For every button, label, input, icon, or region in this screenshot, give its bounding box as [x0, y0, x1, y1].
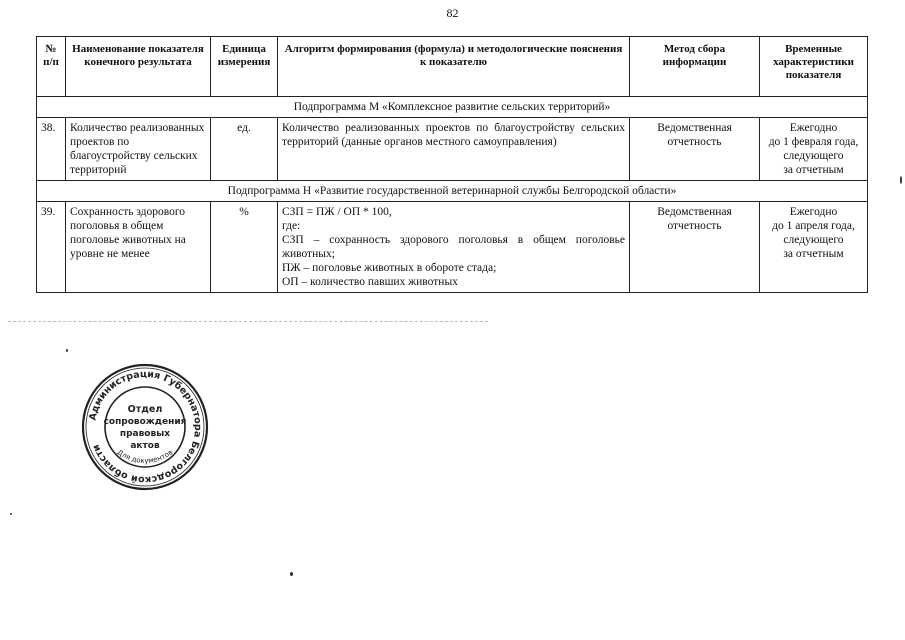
header-unit: Единица измерения — [211, 37, 278, 97]
row-38-timing-line-2: до 1 февраля года, — [768, 136, 859, 148]
row-39-algorithm — [278, 202, 630, 293]
row-39-timing-line-2: до 1 апреля года, — [772, 220, 855, 232]
row-39-num: 39. — [37, 202, 66, 293]
row-39-timing — [760, 202, 868, 293]
stamp-center-line-4: актов — [130, 441, 160, 451]
header-name: Наименование показателя конечного результата — [66, 37, 211, 97]
row-38-name: Количество реализованных проектов по благоустройству сельских территорий — [66, 118, 211, 181]
row-39-formula: СЗП = ПЖ / ОП * 100, — [282, 206, 392, 218]
stamp-center-line-3: правовых — [119, 429, 171, 439]
header-num: № п/п — [37, 37, 66, 97]
header-timing: Временные характеристики показателя — [760, 37, 868, 97]
row-38-method: Ведомственная отчетность — [630, 118, 760, 181]
header-row — [37, 37, 868, 97]
stamp-center-line-1: Отдел — [127, 404, 163, 415]
stamp-seal — [80, 362, 210, 492]
stamp-center-line-2: сопровождения — [103, 417, 187, 427]
row-39-timing-line-4: за отчетным — [783, 248, 844, 260]
row-38-algorithm: Количество реализованных проектов по благоустройству сельских территорий (данные органов местного самоуправления) — [278, 118, 630, 181]
row-39-pzh-definition: ПЖ – поголовье животных в обороте стада; — [282, 262, 497, 274]
page-number: 82 — [446, 6, 459, 20]
row-39-op-definition: ОП – количество павших животных — [282, 276, 458, 288]
subprogram-row — [37, 97, 868, 118]
scan-speck — [290, 572, 293, 576]
subprogram-row — [37, 181, 868, 202]
row-38-timing-line-3: следующего — [783, 150, 844, 162]
row-38-timing-line-4: за отчетным — [783, 164, 844, 176]
row-38-unit: ед. — [211, 118, 278, 181]
table-row — [37, 202, 868, 293]
subprogram-m-title: Подпрограмма М «Комплексное развитие сельских территорий» — [37, 97, 868, 118]
row-39-unit: % — [211, 202, 278, 293]
row-39-method: Ведомственная отчетность — [630, 202, 760, 293]
header-algorithm: Алгоритм формирования (формула) и методологические пояснения к показателю — [278, 37, 630, 97]
table-row — [37, 118, 868, 181]
scan-speck — [66, 349, 68, 352]
row-38-timing-line-1: Ежегодно — [789, 122, 838, 134]
indicators-table — [36, 36, 868, 293]
row-38-timing — [760, 118, 868, 181]
row-39-timing-line-1: Ежегодно — [789, 206, 838, 218]
stamp-ring-text: Администрация Губернатора Белгородской области — [87, 368, 204, 486]
scan-speck — [900, 176, 902, 184]
subprogram-n-title: Подпрограмма Н «Развитие государственной ветеринарной службы Белгородской области» — [37, 181, 868, 202]
scan-speck — [10, 513, 12, 515]
row-39-name: Сохранность здорового поголовья в общем поголовье животных на уровне не менее — [66, 202, 211, 293]
row-39-timing-line-3: следующего — [783, 234, 844, 246]
row-38-num: 38. — [37, 118, 66, 181]
official-stamp — [80, 362, 210, 492]
row-39-szp-definition: СЗП – сохранность здорового поголовья в общем поголовье животных; — [282, 234, 625, 260]
scan-artifact-line — [8, 321, 488, 323]
stamp-bottom-text: Для документов — [115, 448, 175, 466]
row-39-where: где: — [282, 220, 301, 232]
header-method: Метод сбора информации — [630, 37, 760, 97]
